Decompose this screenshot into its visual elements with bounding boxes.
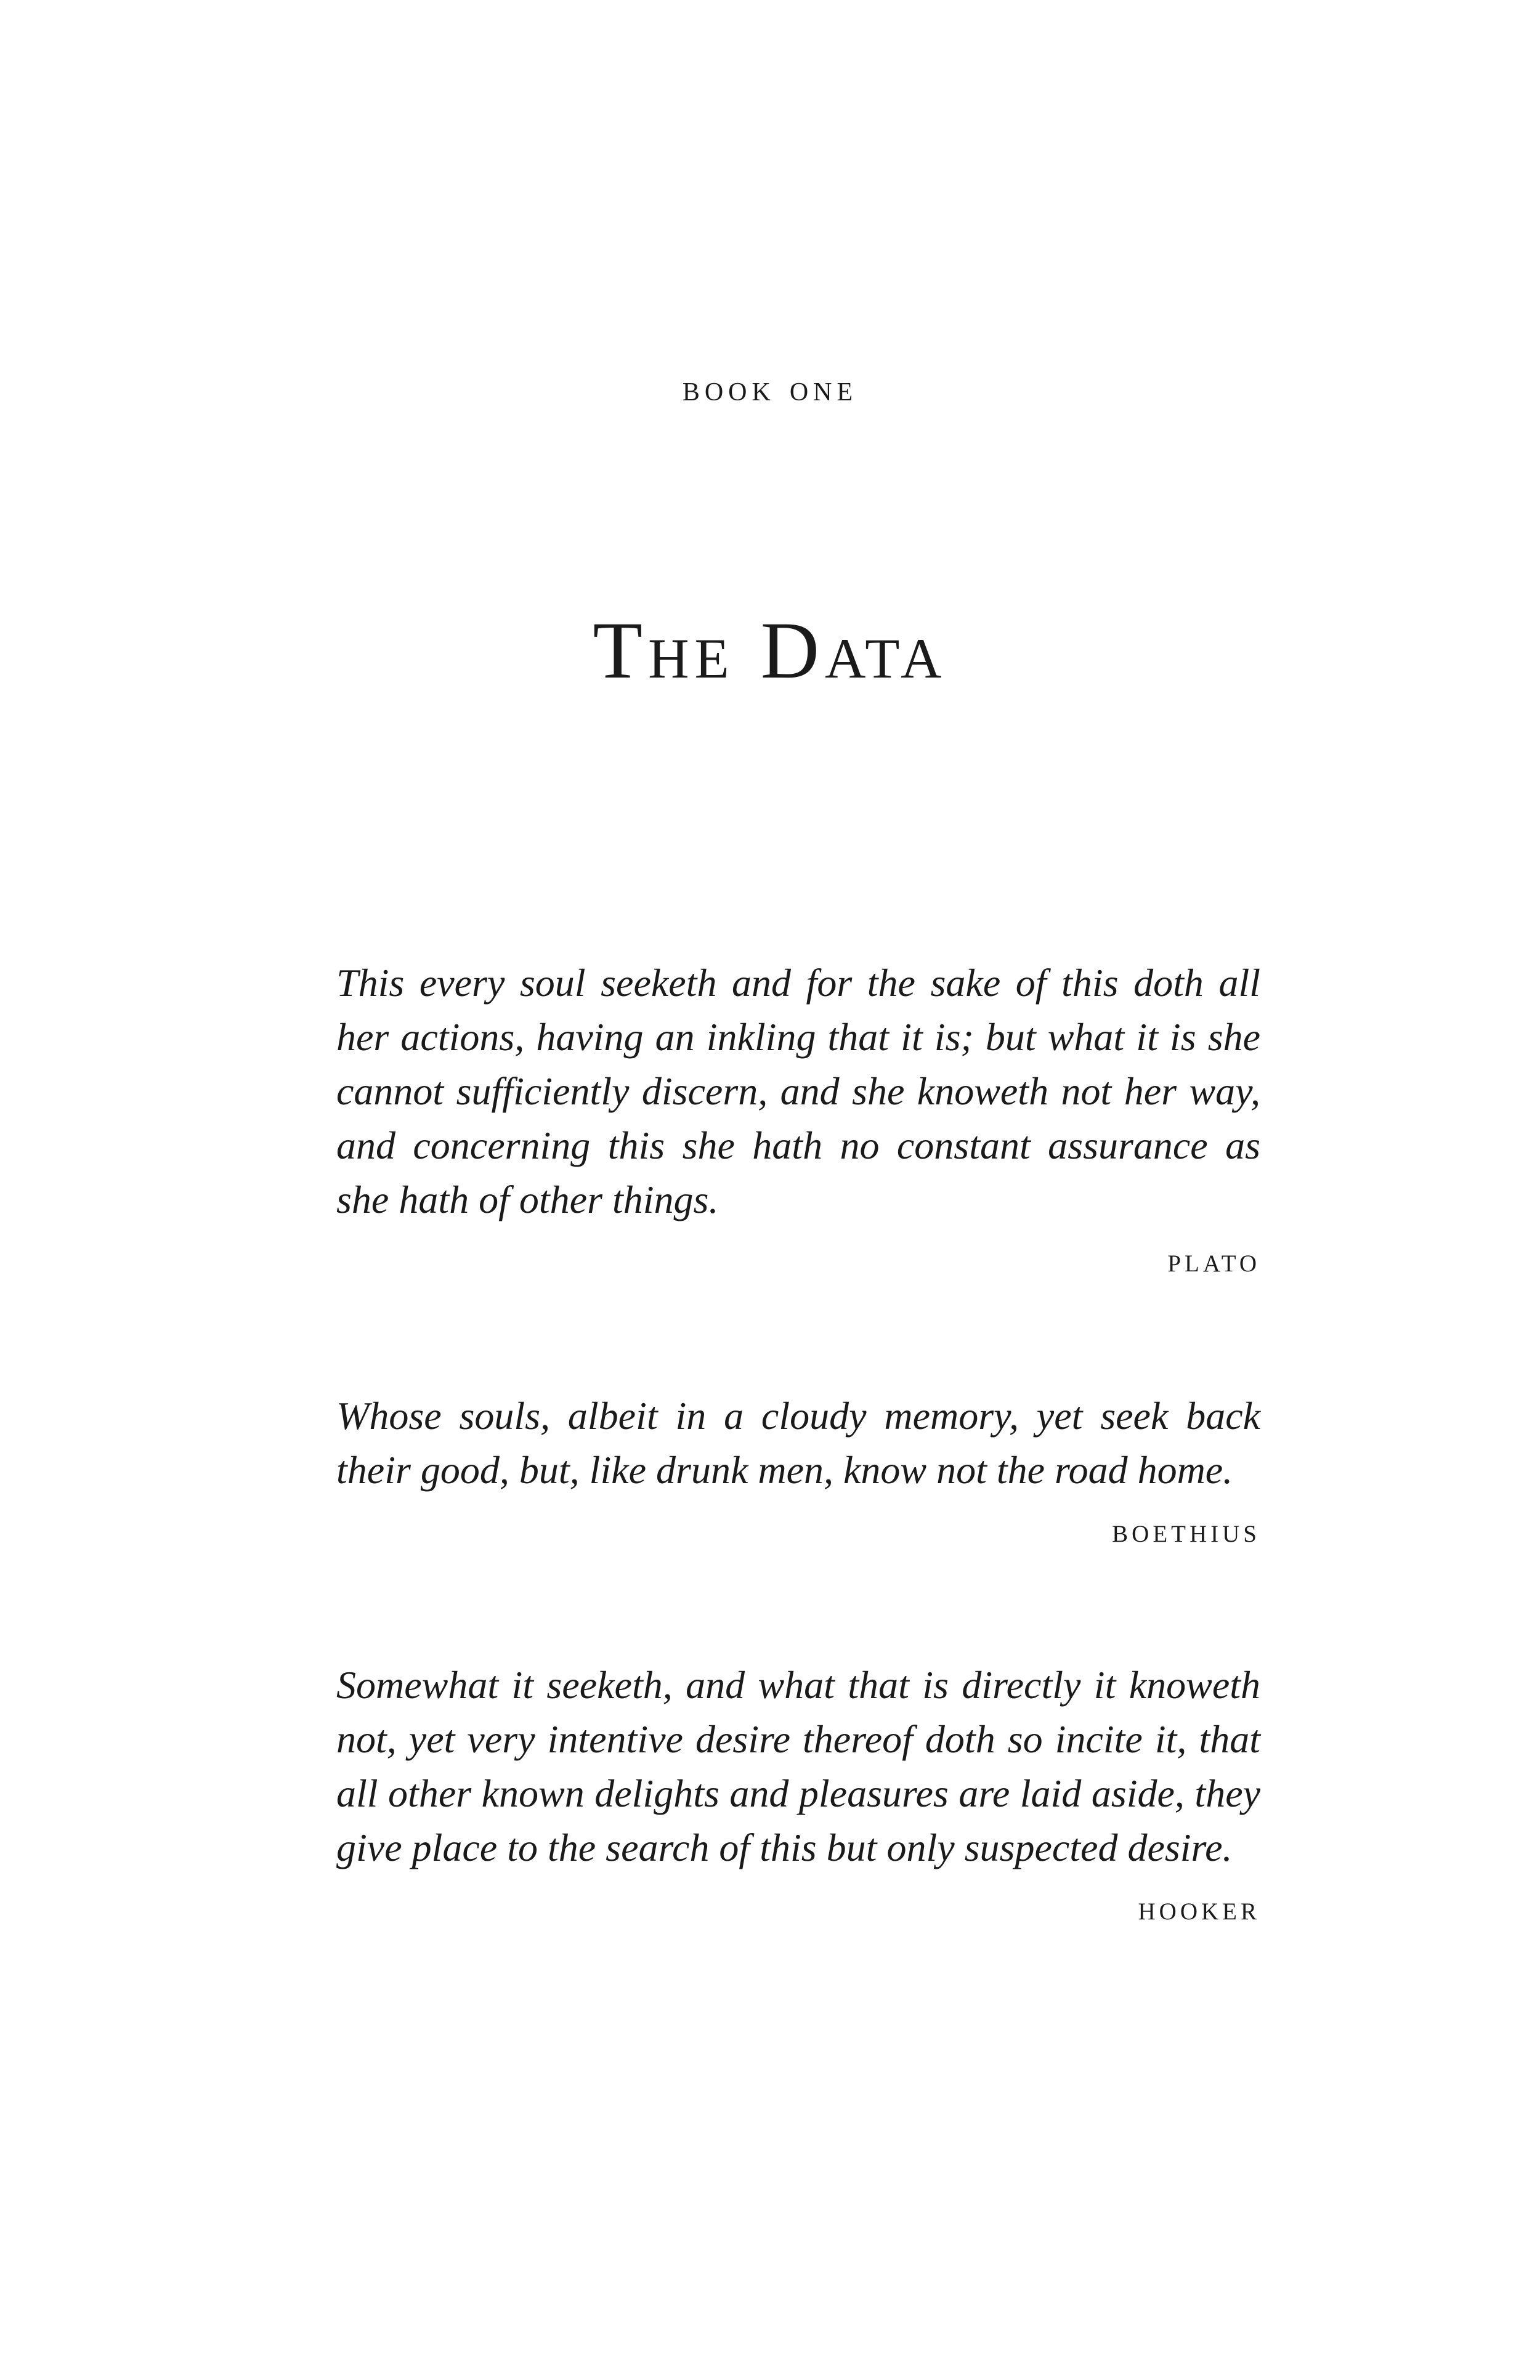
epigraph-author: plato xyxy=(1167,1241,1260,1279)
epigraph-boethius xyxy=(336,1389,1260,1548)
epigraph-quote: This every soul seeketh and for the sake of this doth all her actions, having an inkling that it is; but what it is she cannot sufficiently discern, and she knoweth not her way, and concerning this she hath no constant assurance as she hath of other things. xyxy=(336,961,1260,1221)
epigraph-plato xyxy=(336,956,1260,1277)
epigraph-hooker xyxy=(336,1658,1260,1925)
epigraph-author: hooker xyxy=(1138,1889,1260,1927)
epigraph-author: boethius xyxy=(1112,1512,1260,1550)
book-label: book one xyxy=(682,368,858,408)
epigraph-quote: Whose souls, albeit in a cloudy memory, yet seek back their good, but, like drunk men, know not the road home. xyxy=(336,1394,1260,1492)
epigraph-quote: Somewhat it seeketh, and what that is directly it knoweth not, yet very intentive desire thereof doth so incite it, that all other known delights and pleasures are laid aside, they give place to the search of this but only suspected desire. xyxy=(336,1663,1260,1869)
chapter-title: The Data xyxy=(593,605,947,695)
